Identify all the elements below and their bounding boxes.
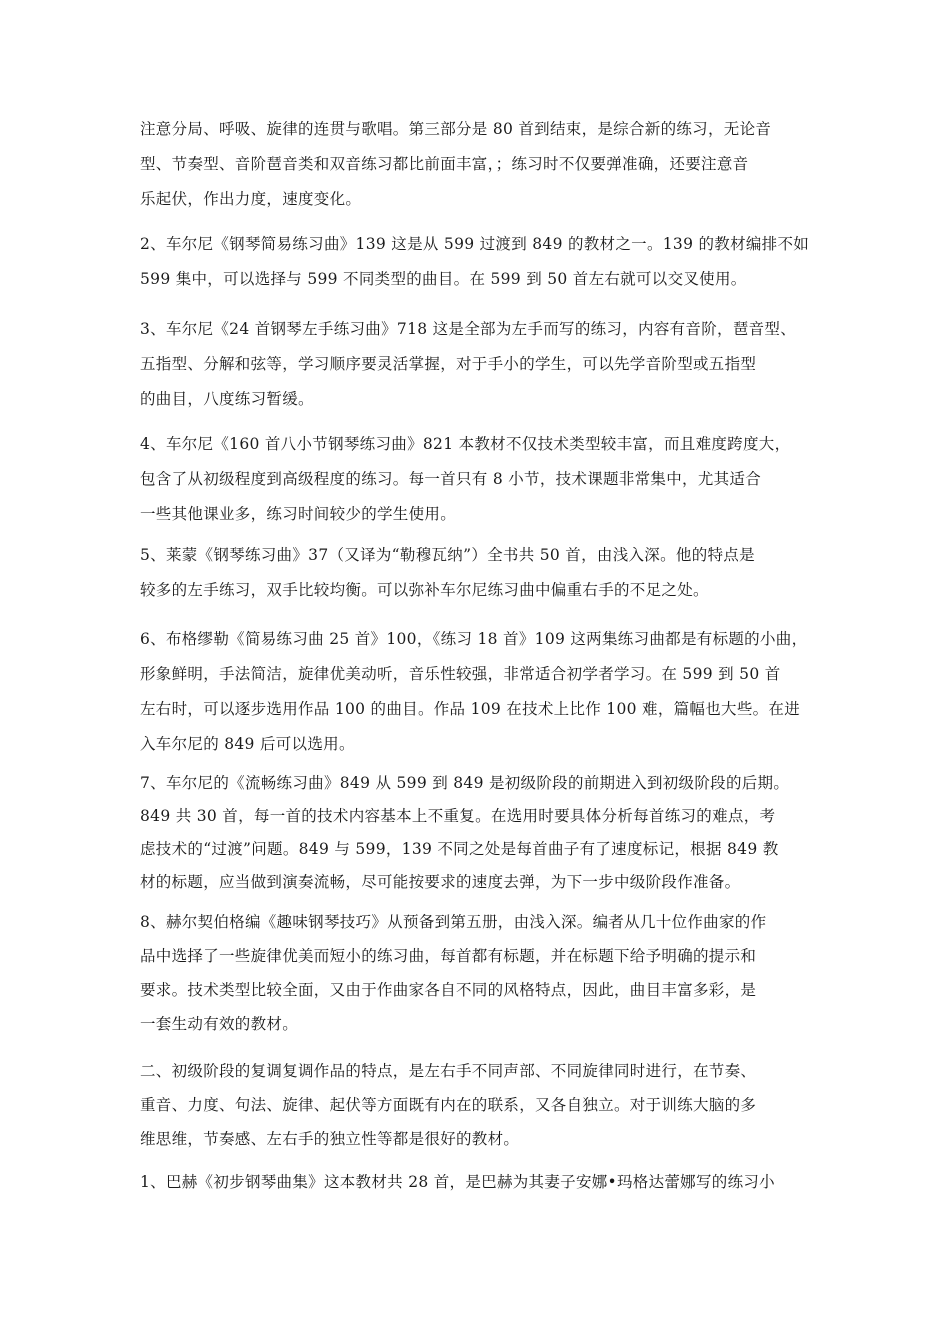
text-line: 包含了从初级程度到高级程度的练习。每一首只有 8 小节，技术课题非常集中，尤其适合 — [140, 470, 762, 488]
text-line: 5、莱蒙《钢琴练习曲》37（又译为“勒穆瓦纳”）全书共 50 首，由浅入深。他的特点是 — [140, 546, 755, 564]
text-line: 的曲目，八度练习暂缓。 — [140, 390, 314, 408]
text-line: 材的标题，应当做到演奏流畅，尽可能按要求的速度去弹，为下一步中级阶段作准备。 — [140, 873, 741, 891]
text-line: 4、车尔尼《160 首八小节钢琴练习曲》821 本教材不仅技术类型较丰富，而且难度跨度大， — [140, 435, 791, 453]
text-line: 二、初级阶段的复调复调作品的特点，是左右手不同声部、不同旋律同时进行，在节奏、 — [140, 1062, 757, 1080]
text-line: 重音、力度、句法、旋律、起伏等方面既有内在的联系，又各自独立。对于训练大脑的多 — [140, 1096, 757, 1114]
text-line: 注意分局、呼吸、旋律的连贯与歌唱。第三部分是 80 首到结束，是综合新的练习，无论音 — [140, 120, 772, 138]
text-line: 1、巴赫《初步钢琴曲集》这本教材共 28 首，是巴赫为其妻子安娜•玛格达蕾娜写的练习小 — [140, 1173, 775, 1191]
text-line: 型、节奏型、音阶琶音类和双音练习都比前面丰富，；练习时不仅要弹准确，还要注意音 — [140, 155, 749, 173]
text-line: 2、车尔尼《钢琴简易练习曲》139 这是从 599 过渡到 849 的教材之一。139 的教材编排不如 — [140, 235, 810, 253]
text-line: 入车尔尼的 849 后可以选用。 — [140, 735, 355, 753]
text-line: 599 集中，可以选择与 599 不同类型的曲目。在 599 到 50 首左右就可以交叉使用。 — [140, 270, 747, 288]
text-line: 五指型、分解和弦等，学习顺序要灵活掌握，对于手小的学生，可以先学音阶型或五指型 — [140, 355, 757, 373]
text-line: 一套生动有效的教材。 — [140, 1015, 299, 1033]
text-line: 6、布格缪勒《简易练习曲 25 首》100，《练习 18 首》109 这两集练习曲都是有标题的小曲， — [140, 630, 808, 648]
text-line: 一些其他课业多，练习时间较少的学生使用。 — [140, 505, 457, 523]
text-line: 3、车尔尼《24 首钢琴左手练习曲》718 这是全部为左手而写的练习，内容有音阶，琶音型、 — [140, 320, 797, 338]
text-line: 7、车尔尼的《流畅练习曲》849 从 599 到 849 是初级阶段的前期进入到初级阶段的后期。 — [140, 774, 790, 792]
text-line: 要求。技术类型比较全面，又由于作曲家各自不同的风格特点，因此，曲目丰富多彩，是 — [140, 981, 757, 999]
text-line: 较多的左手练习，双手比较均衡。可以弥补车尔尼练习曲中偏重右手的不足之处。 — [140, 581, 709, 599]
text-line: 左右时，可以逐步选用作品 100 的曲目。作品 109 在技术上比作 100 难，篇幅也大些。在进 — [140, 700, 801, 718]
text-line: 8、赫尔契伯格编《趣味钢琴技巧》从预备到第五册，由浅入深。编者从几十位作曲家的作 — [140, 913, 767, 931]
text-line: 品中选择了一些旋律优美而短小的练习曲，每首都有标题，并在标题下给予明确的提示和 — [140, 947, 757, 965]
text-line: 形象鲜明，手法简洁，旋律优美动听，音乐性较强，非常适合初学者学习。在 599 到 50 首 — [140, 665, 781, 683]
text-line: 849 共 30 首，每一首的技术内容基本上不重复。在选用时要具体分析每首练习的难点，考 — [140, 807, 776, 825]
text-line: 虑技术的“过渡”问题。849 与 599，139 不同之处是每首曲子有了速度标记，根据 849 教 — [140, 840, 779, 858]
text-line: 乐起伏，作出力度，速度变化。 — [140, 190, 362, 208]
text-line: 维思维，节奏感、左右手的独立性等都是很好的教材。 — [140, 1130, 520, 1148]
